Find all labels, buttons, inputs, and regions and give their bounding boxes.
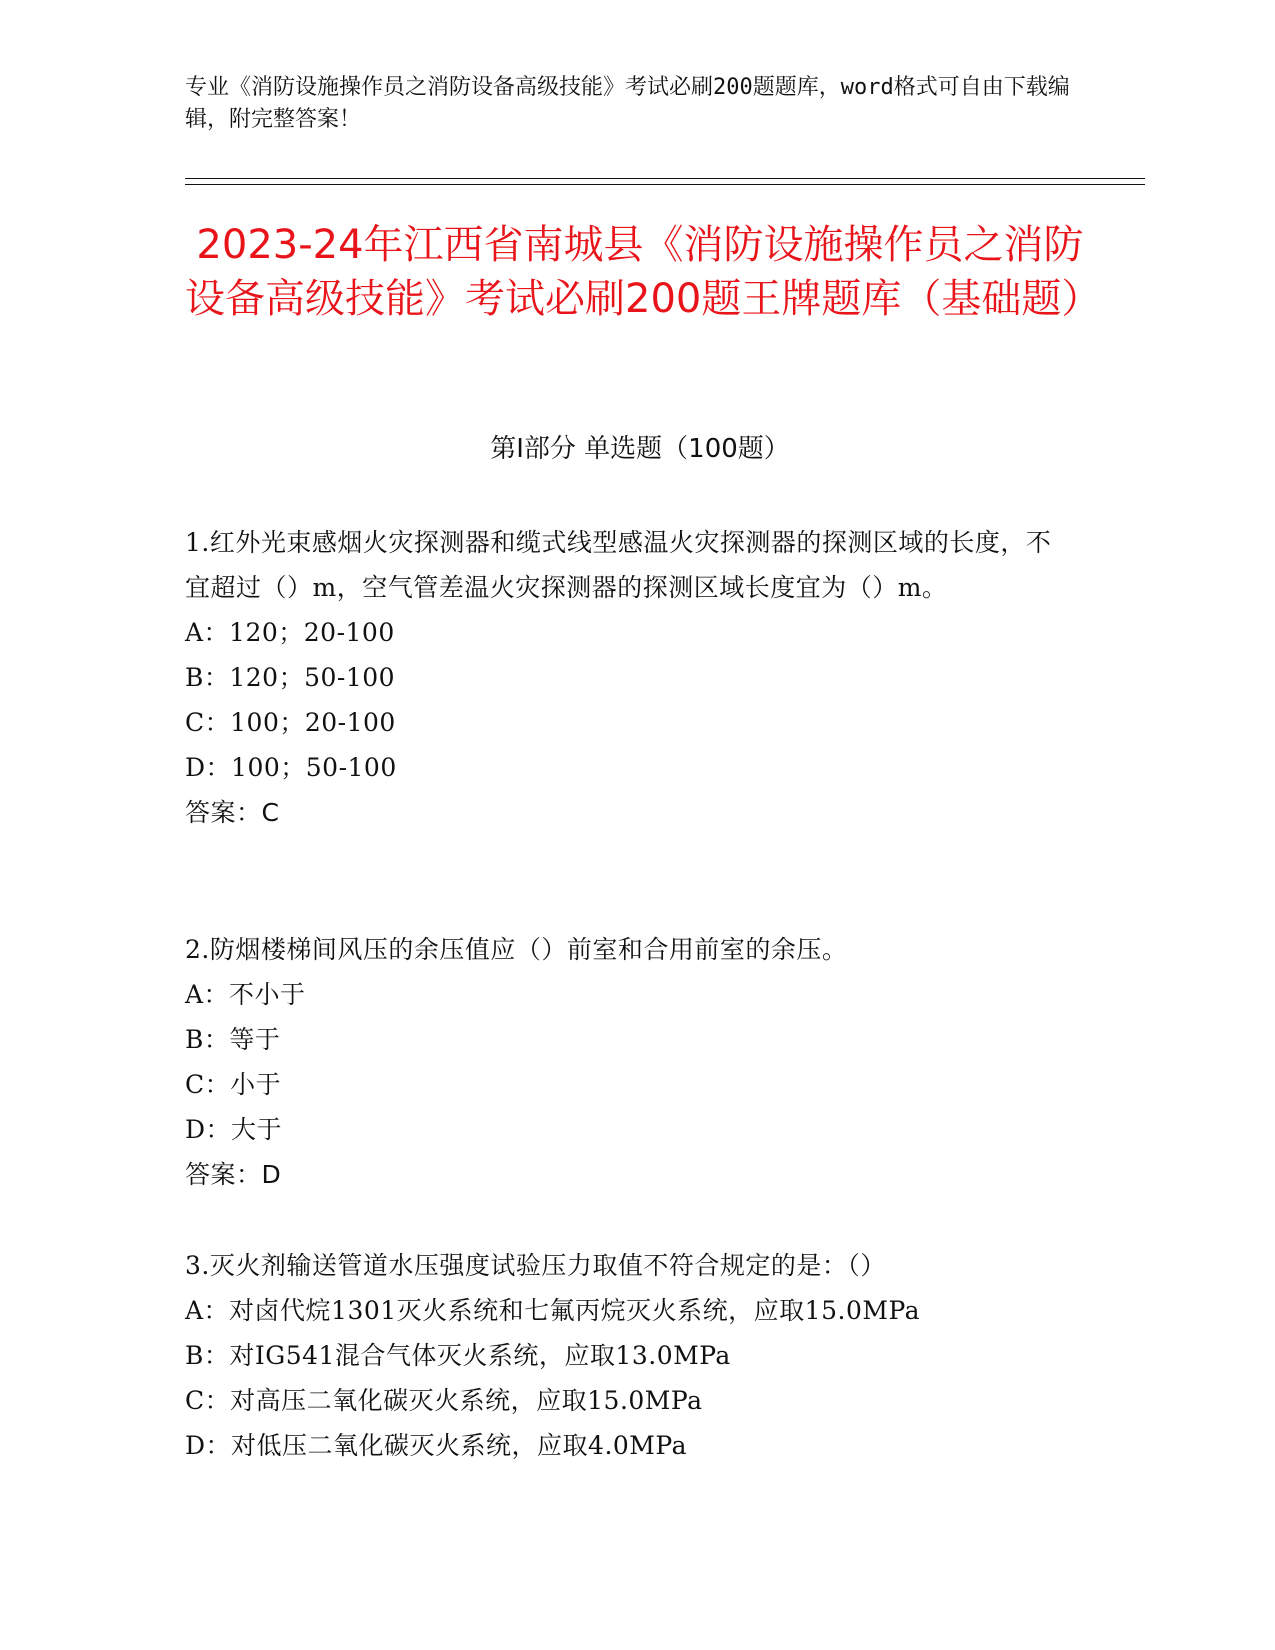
option-b: B：120；50-100 — [185, 663, 396, 692]
document-title: 2023-24年江西省南城县《消防设施操作员之消防设备高级技能》考试必刷200题王牌题库（基础题） — [185, 222, 1102, 322]
question-stem: 2.防烟楼梯间风压的余压值应（）前室和合用前室的余压。 — [185, 935, 848, 964]
question-stem: 1.红外光束感烟火灾探测器和缆式线型感温火灾探测器的探测区域的长度，不宜超过（）m，空气管差温火灾探测器的探测区域长度宜为（）m。 — [185, 528, 1052, 602]
option-b: B：等于 — [185, 1025, 281, 1054]
option-c: C：对高压二氧化碳灭火系统，应取15.0MPa — [185, 1386, 703, 1415]
option-b: B：对IG541混合气体灭火系统，应取13.0MPa — [185, 1341, 731, 1370]
header-divider-top — [185, 178, 1145, 179]
question-1 — [185, 520, 1065, 835]
header-note: 专业《消防设施操作员之消防设备高级技能》考试必刷200题题库，word格式可自由下载编辑，附完整答案！ — [185, 75, 1070, 132]
option-d: D：100；50-100 — [185, 753, 397, 782]
question-stem: 3.灭火剂输送管道水压强度试验压力取值不符合规定的是：（） — [185, 1251, 886, 1280]
option-c: C：小于 — [185, 1070, 282, 1099]
option-c: C：100；20-100 — [185, 708, 396, 737]
option-a: A：不小于 — [185, 980, 306, 1009]
section-title: 第I部分 单选题（100题） — [490, 434, 790, 464]
question-3 — [185, 1243, 1065, 1468]
answer: 答案：C — [185, 798, 280, 827]
option-d: D：大于 — [185, 1115, 283, 1144]
option-a: A：对卤代烷1301灭火系统和七氟丙烷灭火系统，应取15.0MPa — [185, 1296, 921, 1325]
option-d: D：对低压二氧化碳灭火系统，应取4.0MPa — [185, 1431, 688, 1460]
option-a: A：120；20-100 — [185, 618, 395, 647]
answer: 答案：D — [185, 1160, 282, 1189]
header-divider-bottom — [185, 184, 1145, 185]
question-2 — [185, 927, 1065, 1197]
